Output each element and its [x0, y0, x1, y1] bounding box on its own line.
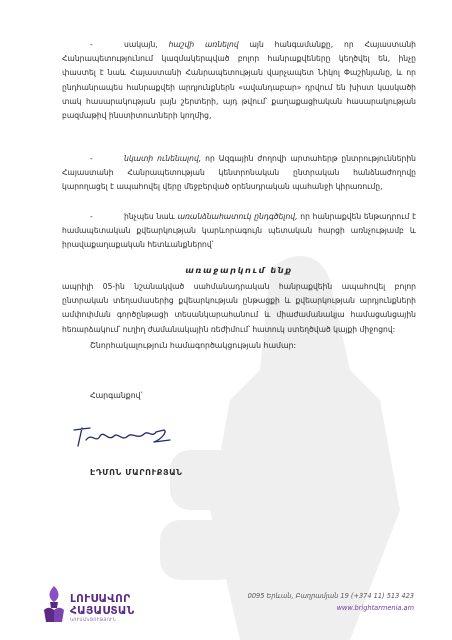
party-logo [40, 584, 135, 626]
paragraph-1-lead: սակայն, [124, 40, 158, 49]
paragraph-1-text: այն հանգամանքը, որ Հայաստանի Հանրապետությունում կազմակերպված բոլոր հանրաքվեները կեղծվել են, ինչը փաստել է նաև Հայաստանի Հանրապետության վարչապետ Նիկոլ Փաշինյանը, և որ ընդհանրապես հանրաքվեի արդյունքներն «ավանդաբար» դրվում են խիստ կասկածի տակ հասարակության լայն շերտերի, այդ թվում՝ քաղաքացիական հասարակության բազմաթիվ ինստիտուտների կողմից, [62, 40, 416, 121]
logo-line-1: ԼՈՒՍԱՎՈՐ [70, 593, 131, 605]
proposal-text: ապրիլի 05-ին նշանակված սահմանադրական հանրաքվեին ապահովել բոլոր ընտրական տեղամասերից քվեարկության ընթացքի և քվեարկության արդյունքների ամփոփման գործընթացի տեսանկարահանում և միաժամանակյա համացանցային հեռարձակում՝ ուղիղ ժամանակային ռեժիմում՝ հատուկ ստեղծված կայքի միջոցով: [62, 282, 416, 334]
logo-line-2: ՀԱՅԱՍՏԱՆ [70, 605, 135, 617]
thanks-line: Շնորհակալություն համագործակցության համար: [90, 341, 297, 350]
paragraph-3-lead: ինչպես նաև [124, 212, 175, 221]
paragraph-2-italic: նկատի ունենալով, [124, 154, 202, 163]
logo-subtitle: ԿՈՒՍԱԿՑՈՒԹՅՈՒՆ [70, 617, 117, 622]
paragraph-3-text: որ հանրաքվեն ենթադրում է համապետական քվեարկության կարևորագույն պետական հարցի առնչությամբ և իրավաքաղաքական հետևանքներով՝ [62, 212, 416, 250]
paragraph-1-italic: հաշվի առնելով [157, 40, 239, 49]
regards-line: Հարգանքով՝ [90, 391, 143, 400]
handwritten-signature [68, 418, 178, 454]
paragraph-1 [62, 38, 416, 123]
bullet-dash: - [90, 212, 93, 221]
footer-website-link[interactable]: www.brightarmenia.am [336, 604, 414, 612]
paragraph-2-text: որ Ազգային ժողովի արտահերթ ընտրություններին Հայաստանի Հանրապետության կենտրոնական ընտրական հանձնաժողովը կարողացել է ապահովել վերը մեջբերված օրենսդրական պահանջի կիրառումը, [62, 154, 417, 192]
bullet-dash: - [90, 154, 93, 163]
footer-address: 0095 Երևան, Բաղրամյան 19 (+374 11) 513 423 [247, 592, 414, 600]
signer-name: ԷԴՄՈՆ ՄԱՐՈՒՔՅԱՆ [90, 468, 183, 477]
paragraph-3-italic: առանձնահատուկ ընդգծելով, [174, 212, 298, 221]
paragraph-2 [62, 152, 416, 195]
paragraph-3 [62, 210, 416, 253]
proposal-paragraph [62, 280, 416, 337]
bullet-dash: - [90, 40, 93, 49]
torch-logo-icon [40, 584, 68, 624]
proposal-heading: առաջարկում ենք [185, 265, 293, 275]
